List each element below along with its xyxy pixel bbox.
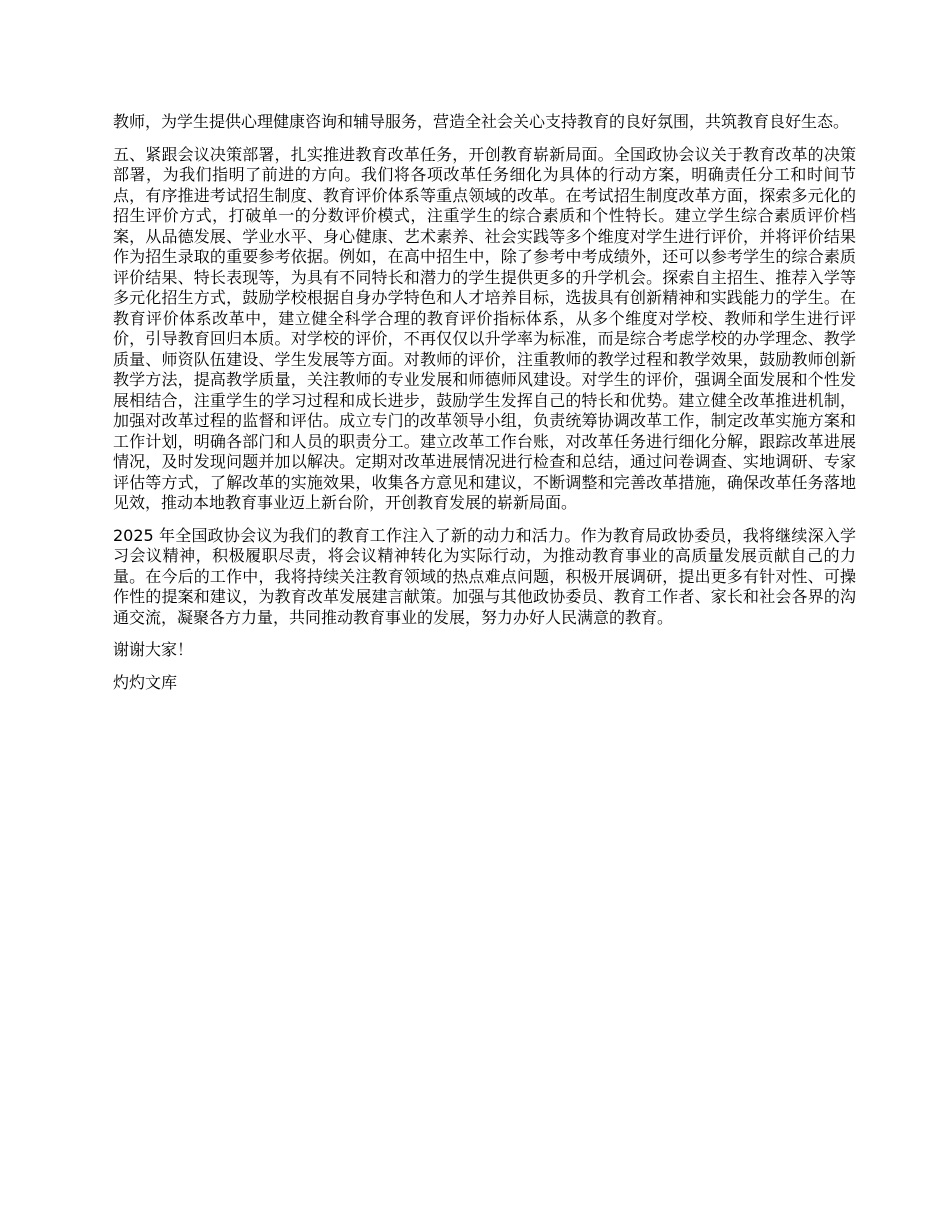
paragraph-thanks: 谢谢大家！ [113,640,194,659]
document-page [113,112,856,705]
paragraph-ecosystem-closing: 教师，为学生提供心理健康咨询和辅导服务，营造全社会关心支持教育的良好氛围，共筑教育良好生态。 [113,112,850,131]
paragraph-source-footer: 灼灼文库 [113,672,178,692]
paragraph-conclusion: 2025 年全国政协会议为我们的教育工作注入了新的动力和活力。作为教育局政协委员，我将继续深入学习会议精神，积极履职尽责，将会议精神转化为实际行动，为推动教育事业的高质量发展贡献自己的力量。在今后的工作中，我将持续关注教育领域的热点难点问题，积极开展调研，提出更多有针对性、可操作性的提案和建议，为教育改革发展建言献策。加强与其他政协委员、教育工作者、家长和社会各界的沟通交流，凝聚各方力量，共同推动教育事业的发展，努力办好人民满意的教育。 [113,525,856,627]
paragraph-section-five-reform: 五、紧跟会议决策部署，扎实推进教育改革任务，开创教育崭新局面。全国政协会议关于教育改革的决策部署，为我们指明了前进的方向。我们将各项改革任务细化为具体的行动方案，明确责任分工和时间节点，有序推进考试招生制度、教育评价体系等重点领域的改革。在考试招生制度改革方面，探索多元化的招生评价方式，打破单一的分数评价模式，注重学生的综合素质和个性特长。建立学生综合素质评价档案，从品德发展、学业水平、身心健康、艺术素养、社会实践等多个维度对学生进行评价，并将评价结果作为招生录取的重要参考依据。例如，在高中招生中，除了参考中考成绩外，还可以参考学生的综合素质评价结果、特长表现等，为具有不同特长和潜力的学生提供更多的升学机会。探索自主招生、推荐入学等多元化招生方式，鼓励学校根据自身办学特色和人才培养目标，选拔具有创新精神和实践能力的学生。在教育评价体系改革中，建立健全科学合理的教育评价指标体系，从多个维度对学校、教师和学生进行评价，引导教育回归本质。对学校的评价，不再仅仅以升学率为标准，而是综合考虑学校的办学理念、教学质量、师资队伍建设、学生发展等方面。对教师的评价，注重教师的教学过程和教学效果，鼓励教师创新教学方法，提高教学质量，关注教师的专业发展和师德师风建设。对学生的评价，强调全面发展和个性发展相结合，注重学生的学习过程和成长进步，鼓励学生发挥自己的特长和优势。建立健全改革推进机制，加强对改革过程的监督和评估。成立专门的改革领导小组，负责统筹协调改革工作，制定改革实施方案和工作计划，明确各部门和人员的职责分工。建立改革工作台账，对改革任务进行细化分解，跟踪改革进展情况，及时发现问题并加以解决。定期对改革进展情况进行检查和总结，通过问卷调查、实地调研、专家评估等方式，了解改革的实施效果，收集各方意见和建议，不断调整和完善改革措施，确保改革任务落地见效，推动本地教育事业迈上新台阶，开创教育发展的崭新局面。 [113,144,856,512]
